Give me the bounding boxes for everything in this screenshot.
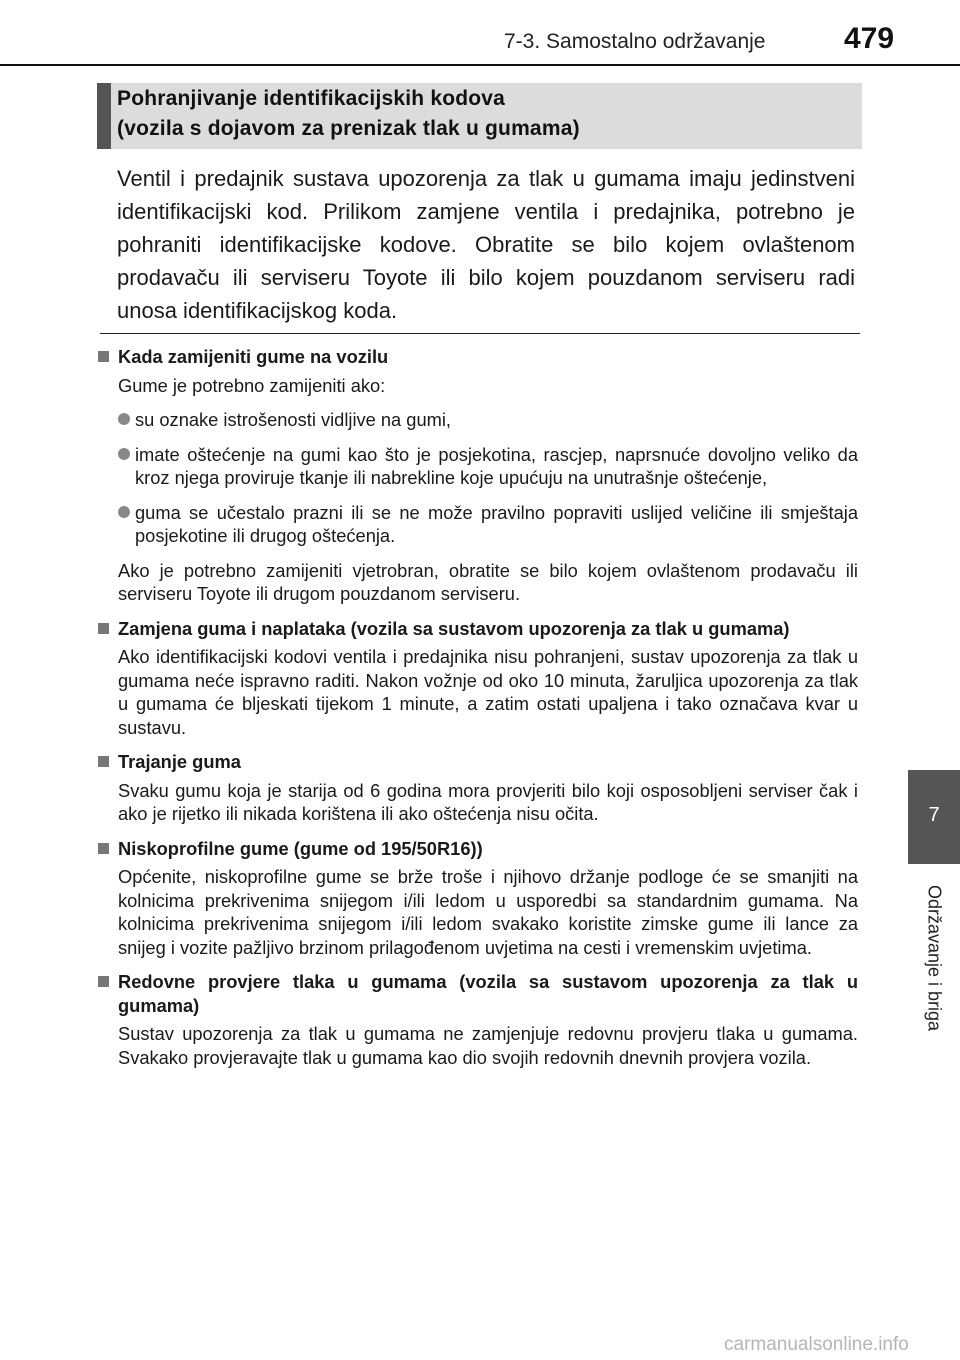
- content-sections: [98, 345, 858, 1069]
- round-bullet-icon: [118, 448, 130, 460]
- round-bullet-icon: [118, 506, 130, 518]
- list-item: imate oštećenje na gumi kao što je posjekotina, rascjep, naprsnuće dovoljno veliko da kroz njega proviruje tkanje ili nabrekline koje upućuju na unutrašnje oštećenje,: [118, 443, 858, 490]
- section-body: Sustav upozorenja za tlak u gumama ne zamjenjuje redovnu provjeru tlaka u gumama. Svakako provjeravajte tlak u gumama kao dio svojih redovnih dnevnih provjera vozila.: [118, 1023, 858, 1068]
- page-number: 479: [844, 22, 895, 55]
- section-title: Niskoprofilne gume (gume od 195/50R16)): [98, 837, 858, 861]
- topic-title-line2: (vozila s dojavom za prenizak tlak u gumama): [117, 117, 580, 140]
- section: [98, 970, 858, 1069]
- square-bullet-icon: [98, 351, 109, 362]
- square-bullet-icon: [98, 756, 109, 767]
- list-item: su oznake istrošenosti vidljive na gumi,: [118, 408, 858, 432]
- section-body: Općenite, niskoprofilne gume se brže troše i njihovo držanje podloge će se smanjiti na kolnicima prekrivenima snijegom i/ili ledom u usporedbi sa standardnim gumama. Na kolnicima prekrivenima snijegom i/ili ledom svakako koristite zimske gume ili lance za snijeg i vozite pažljivo brzinom prilagođenom uvjetima na cesti i vremenskim uvjetima.: [118, 866, 858, 958]
- square-bullet-icon: [98, 623, 109, 634]
- section: [98, 617, 858, 740]
- chapter-title: Održavanje i briga: [924, 884, 945, 1032]
- chapter-tab: [908, 770, 960, 864]
- section-body: Svaku gumu koja je starija od 6 godina mora provjeriti bilo koji osposobljeni serviser čak i ako je rijetko ili nikada korištena ili ako oštećenja nisu očita.: [118, 779, 858, 824]
- topic-title-bar: [97, 83, 111, 149]
- header-rule: [0, 64, 960, 66]
- section-title: Kada zamijeniti gume na vozilu: [98, 345, 858, 369]
- section-title: Trajanje guma: [98, 750, 858, 774]
- watermark: carmanualsonline.info: [724, 1334, 909, 1355]
- topic-title-box: [97, 83, 862, 149]
- list-item: guma se učestalo prazni ili se ne može pravilno popraviti uslijed veličine ili smještaja posjekotine ili drugog oštećenja.: [118, 501, 858, 548]
- section-body: Ako identifikacijski kodovi ventila i predajnika nisu pohranjeni, sustav upozorenja za tlak u gumama neće ispravno raditi. Nakon vožnje od oko 10 minuta, žaruljica upozorenja za tlak u gumama će bljeskati tijekom 1 minute, a zatim ostati upaljena i tako označava kvar u sustavu.: [118, 646, 858, 738]
- section-note: Ako je potrebno zamijeniti vjetrobran, obratite se bilo kojem ovlaštenom prodavaču ili serviseru Toyote ili drugom pouzdanom serviseru.: [118, 559, 858, 604]
- section-heading: 7-3. Samostalno održavanje: [504, 30, 766, 53]
- section-lead: Gume je potrebno zamijeniti ako:: [118, 374, 386, 396]
- chapter-number: 7: [928, 804, 940, 826]
- round-bullet-icon: [118, 413, 130, 425]
- divider: [100, 333, 860, 334]
- topic-intro: Ventil i predajnik sustava upozorenja za tlak u gumama imaju jedinstveni identifikacijski kod. Prilikom zamjene ventila i predajnika, potrebno je pohraniti identifikacijske kodove. Obratite se bilo kojem ovlaštenom prodavaču ili serviseru Toyote ili bilo kojem pouzdanom serviseru radi unosa identifikacijskog koda.: [117, 166, 855, 323]
- section: [98, 750, 858, 826]
- section-title: Zamjena guma i naplataka (vozila sa sustavom upozorenja za tlak u gumama): [98, 617, 858, 641]
- section-title: Redovne provjere tlaka u gumama (vozila sa sustavom upozorenja za tlak u gumama): [98, 970, 858, 1017]
- square-bullet-icon: [98, 976, 109, 987]
- section: [98, 837, 858, 960]
- square-bullet-icon: [98, 843, 109, 854]
- topic-title-line1: Pohranjivanje identifikacijskih kodova: [117, 87, 506, 110]
